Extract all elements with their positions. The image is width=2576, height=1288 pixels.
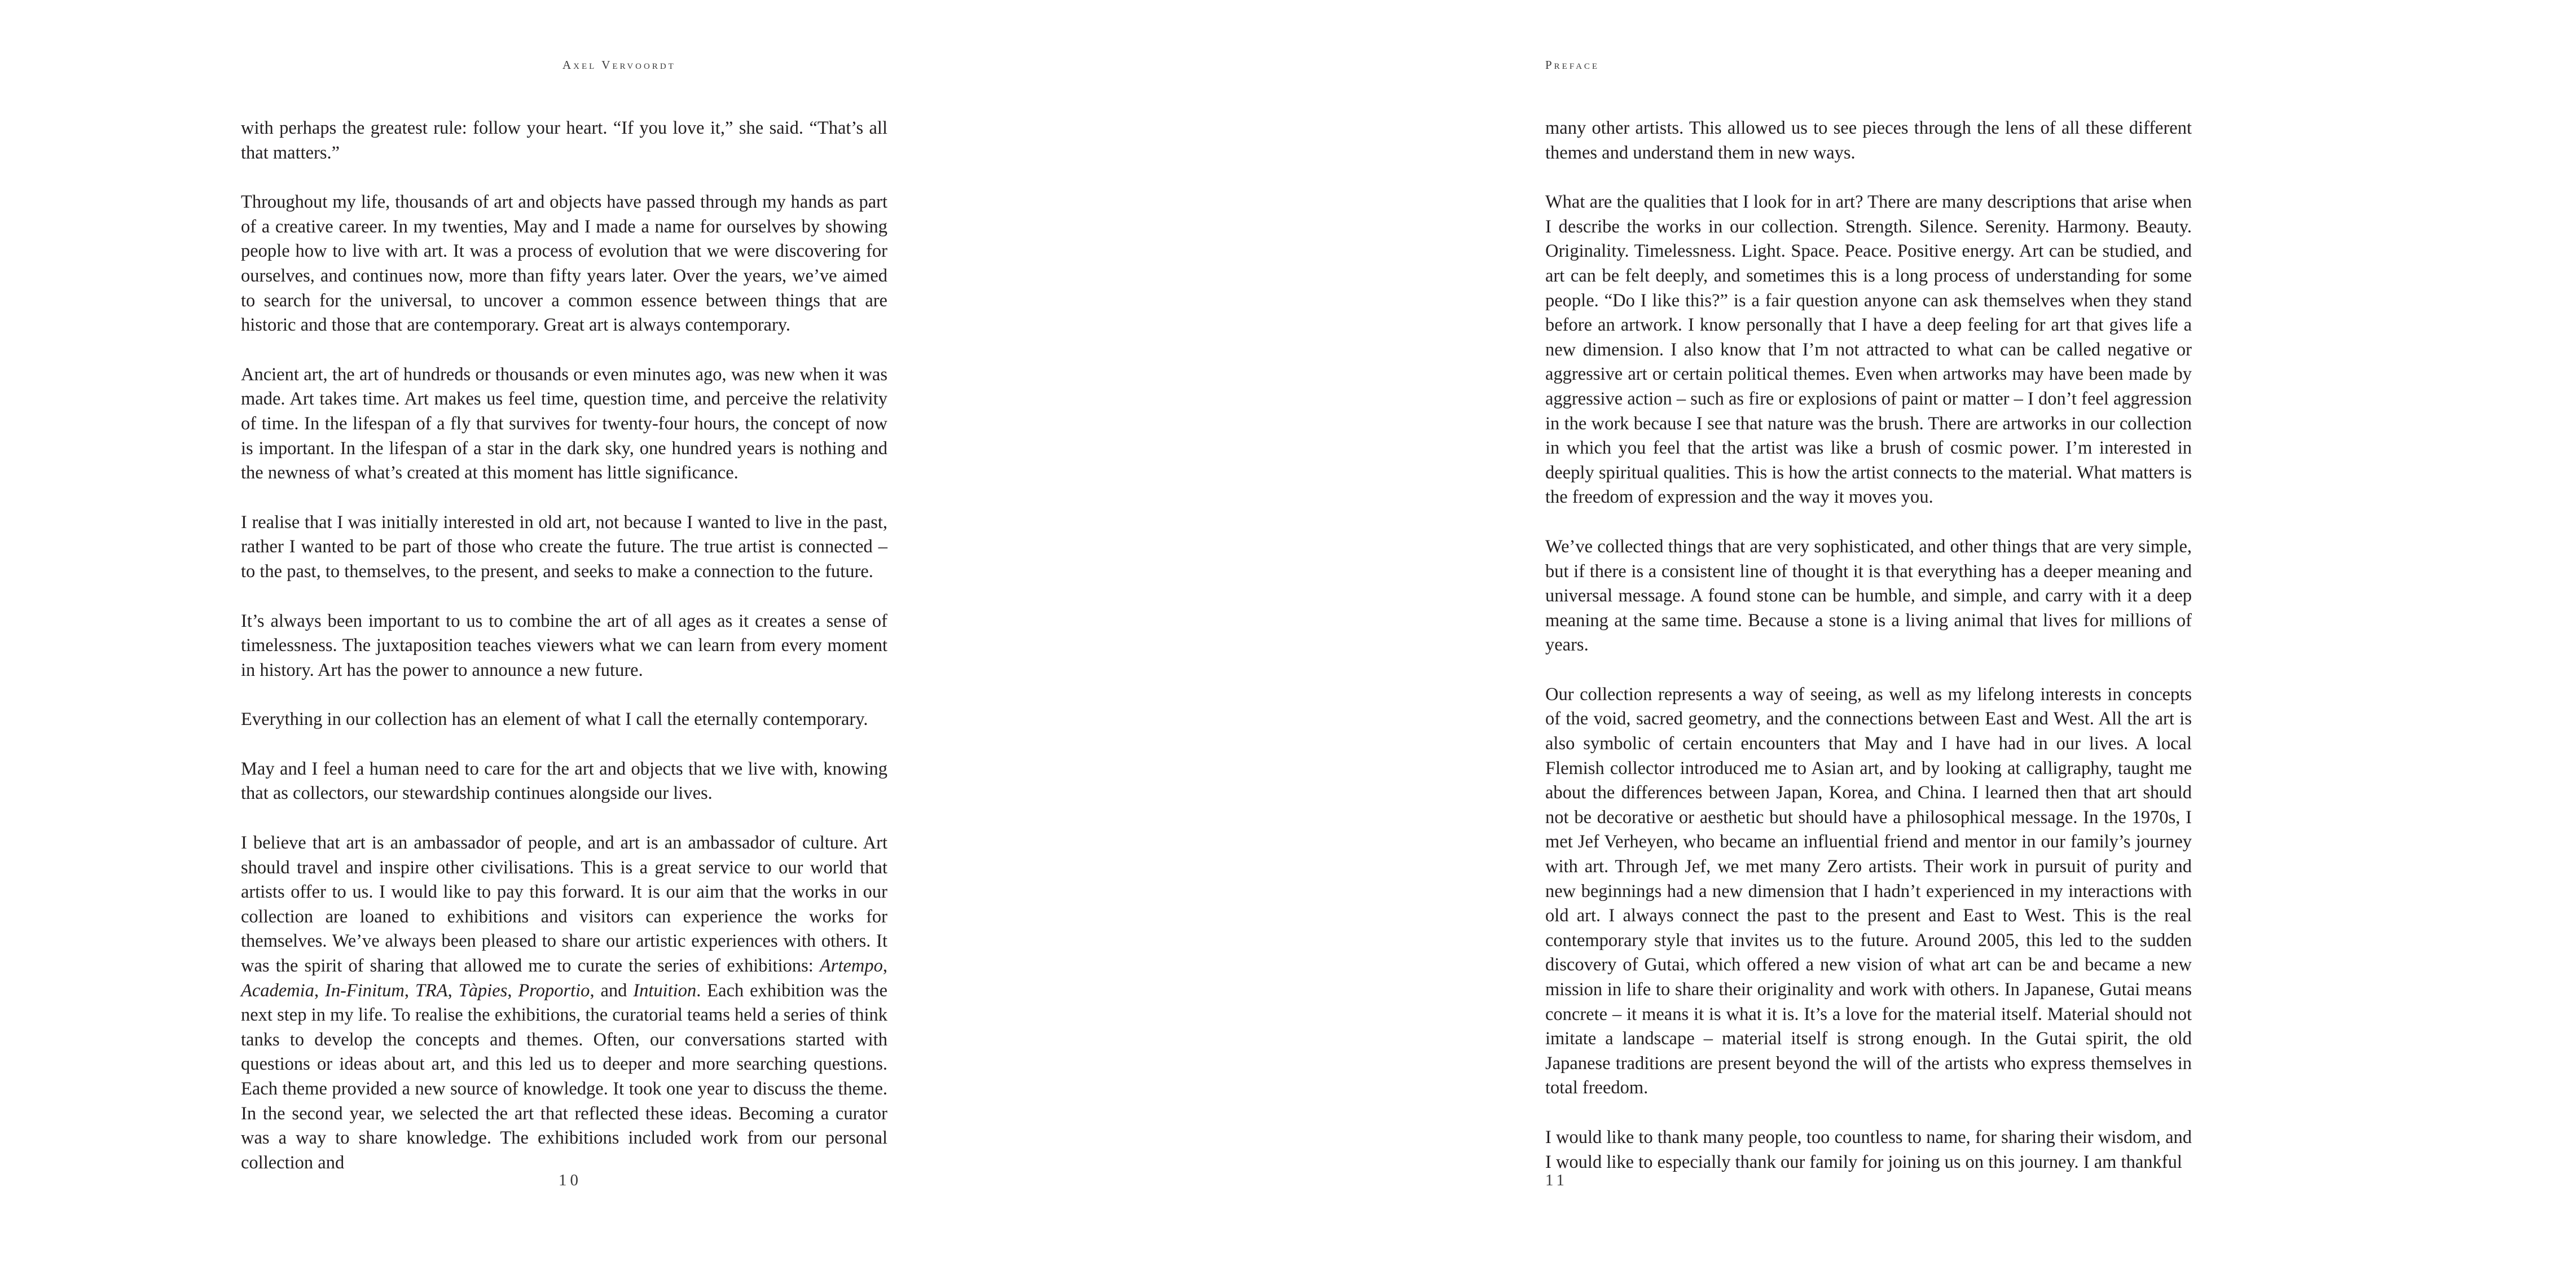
paragraph: I realise that I was initially interested in old art, not because I wanted to live in the past, rather I wanted to be part of those who create the future. The true artist is connected – to the past, to themselves, to the present, and seeks to make a connection to the future. <box>241 512 887 582</box>
separator: , <box>447 980 459 1001</box>
running-head-section: Preface <box>1545 58 1600 72</box>
paragraph: Throughout my life, thousands of art and objects have passed through my hands as part of a creative career. In my twenties, May and I made a name for ourselves by showing people how to live with art. It was a process of evolution that we were discovering for ourselves, and continues now, more than fifty years later. Over the years, we’ve aimed to search for the universal, to uncover a common essence between things that are historic and those that are contemporary. Great art is always contemporary. <box>241 192 887 336</box>
exhibition-title: Artempo <box>819 956 883 977</box>
exhibition-title: Proportio <box>518 980 590 1001</box>
paragraph-text: I believe that art is an ambassador of people, and art is an ambassador of culture. Art should travel and inspire other civilisations. This is a great service to our world that artists offer to us. I would like to pay this forward. It is our aim that the works in our collection are loaned to exhibitions and visitors can experience the works for themselves. We’ve always been pleased to share our artistic experiences with others. It was the spirit of sharing that allowed me to curate the series of exhibitions: <box>241 833 887 977</box>
paragraph: It’s always been important to us to combine the art of all ages as it creates a sense of timelessness. The juxtaposition teaches viewers what we can learn from every moment in history. Art has the power to announce a new future. <box>241 610 887 680</box>
paragraph: many other artists. This allowed us to see pieces through the lens of all these different themes and understand them in new ways. <box>1545 118 2192 163</box>
separator: , <box>882 956 887 977</box>
right-page-text <box>1545 116 2192 1175</box>
paragraph-exhibitions <box>241 831 887 1175</box>
paragraph-text: . Each exhibition was the next step in my life. To realise the exhibitions, the curatorial teams held a series of think tanks to develop the concepts and themes. Often, our conversations started with questions or ideas about art, and this led us to deeper and more searching questions. Each theme provided a new source of knowledge. It took one year to discuss the theme. In the second year, we selected the art that reflected these ideas. Becoming a curator was a way to share knowledge. The exhibitions included work from our personal collection and <box>241 980 888 1173</box>
exhibition-title: In-Finitum <box>325 980 405 1001</box>
exhibition-title: Tàpies <box>458 980 508 1001</box>
page-number: 10 <box>559 1171 582 1189</box>
paragraph: I would like to thank many people, too countless to name, for sharing their wisdom, and I would like to especially thank our family for joining us on this journey. I am thankful <box>1545 1127 2192 1172</box>
paragraph: Ancient art, the art of hundreds or thousands or even minutes ago, was new when it was made. Art takes time. Art makes us feel time, question time, and perceive the relativity of time. In the lifespan of a fly that survives for twenty-four hours, the concept of now is important. In the lifespan of a star in the dark sky, one hundred years is nothing and the newness of what’s created at this moment has little significance. <box>241 364 887 483</box>
paragraph: Our collection represents a way of seeing, as well as my lifelong interests in concepts of the void, sacred geometry, and the connections between East and West. All the art is also symbolic of certain encounters that May and I have had in our lives. A local Flemish collector introduced me to Asian art, and by looking at calligraphy, taught me about the differences between Japan, Korea, and China. I learned then that art should not be decorative or aesthetic but should have a philosophical message. In the 1970s, I met Jef Verheyen, who became an influential friend and mentor in our family’s journey with art. Through Jef, we met many Zero artists. Their work in pursuit of purity and new beginnings had a new dimension that I hadn’t experienced in my interactions with old art. I always connect the past to the present and East to West. This is the real contemporary style that invites us to the future. Around 2005, this led to the sudden discovery of Gutai, which offered a new vision of what art can be and became a new mission in life to share their originality and work with others. In Japanese, Gutai means concrete – it means it is what it is. It’s a love for the material itself. Material should not imitate a landscape – material itself is strong enough. In the Gutai spirit, the old Japanese traditions are present beyond the will of the artists who express themselves in total freedom. <box>1545 684 2192 1098</box>
separator: , <box>314 980 325 1001</box>
paragraph: with perhaps the greatest rule: follow your heart. “If you love it,” she said. “That’s all that matters.” <box>241 118 887 163</box>
separator: , <box>507 980 518 1001</box>
separator: , and <box>590 980 634 1001</box>
exhibition-title: Intuition <box>633 980 697 1001</box>
paragraph: We’ve collected things that are very sophisticated, and other things that are very simple, but if there is a consistent line of thought it is that everything has a deeper meaning and universal message. A found stone can be humble, and simple, and carry with it a deep meaning at the same time. Because a stone is a living animal that lives for millions of years. <box>1545 536 2192 656</box>
paragraph: May and I feel a human need to care for the art and objects that we live with, knowing that as collectors, our stewardship continues alongside our lives. <box>241 758 887 804</box>
running-head-author: Axel Vervoordt <box>562 58 676 72</box>
right-page <box>1288 0 2576 1288</box>
exhibition-title: Academia <box>241 980 314 1001</box>
paragraph: What are the qualities that I look for in art? There are many descriptions that arise when I describe the works in our collection. Strength. Silence. Serenity. Harmony. Beauty. Originality. Timelessness. Light. Space. Peace. Positive energy. Art can be studied, and art can be felt deeply, and sometimes this is a long process of understanding for some people. “Do I like this?” is a fair question anyone can ask themselves when they stand before an artwork. I know personally that I have a deep feeling for art that gives life a new dimension. I also know that I’m not attracted to what can be called negative or aggressive art or certain political themes. Even when artworks may have been made by aggressive action – such as fire or explosions of paint or matter – I don’t feel aggression in the work because I see that nature was the brush. There are artworks in our collection in which you feel that the artist was like a brush of cosmic power. I’m interested in deeply spiritual qualities. This is how the artist connects to the material. What matters is the freedom of expression and the way it moves you. <box>1545 192 2192 508</box>
left-page-text <box>241 116 887 1175</box>
paragraph: Everything in our collection has an element of what I call the eternally contemporary. <box>241 709 868 730</box>
separator: , <box>404 980 415 1001</box>
exhibition-title: TRA <box>415 980 448 1001</box>
page-number: 11 <box>1545 1171 1568 1189</box>
